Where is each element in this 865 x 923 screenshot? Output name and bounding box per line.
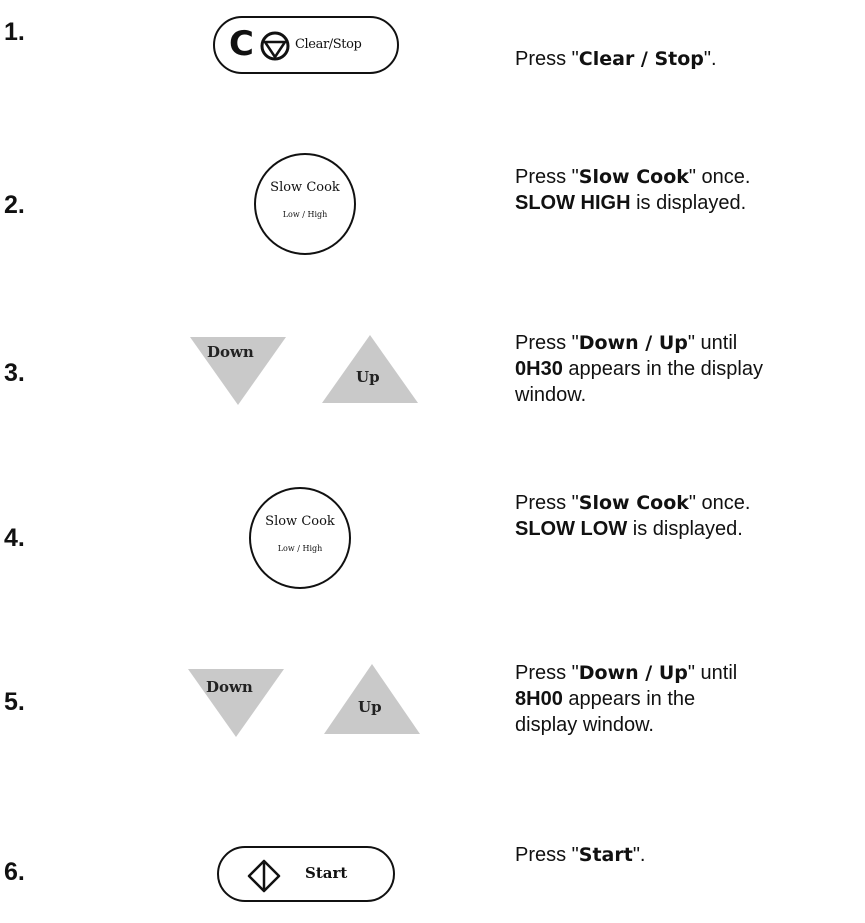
low-high-label: Low / High (282, 210, 328, 219)
slow-cook-button[interactable] (249, 487, 351, 589)
step-2-number: 2. (4, 191, 25, 219)
start-button[interactable] (217, 846, 395, 902)
step-2-text: Press "Slow Cook" once. SLOW HIGH is displayed. (515, 166, 751, 214)
slow-cook-label: Slow Cook (265, 514, 335, 529)
step-6-number: 6. (4, 858, 25, 886)
down-button-label: Down (206, 678, 253, 696)
step-1-number: 1. (4, 18, 25, 46)
slow-cook-label: Slow Cook (270, 180, 340, 195)
slow-cook-button[interactable] (254, 153, 356, 255)
step-6-text: Press "Start". (515, 844, 646, 866)
clear-letter: C (229, 24, 254, 64)
down-button-label: Down (207, 343, 254, 361)
up-button-label: Up (356, 368, 380, 386)
clear-stop-label: Clear/Stop (295, 37, 362, 52)
step-4-number: 4. (4, 524, 25, 552)
step-5-number: 5. (4, 688, 25, 716)
start-label: Start (305, 864, 348, 882)
start-icon (247, 859, 281, 898)
low-high-label: Low / High (277, 544, 323, 553)
up-button-label: Up (358, 698, 382, 716)
stop-icon (259, 30, 291, 67)
step-5-text: Press "Down / Up" until 8H00 appears in the display window. (515, 662, 738, 736)
step-3-number: 3. (4, 359, 25, 387)
step-1-text: Press "Clear / Stop". (515, 48, 717, 70)
clear-stop-button[interactable] (213, 16, 399, 74)
step-3-text: Press "Down / Up" until 0H30 appears in the display window. (515, 332, 763, 406)
step-4-text: Press "Slow Cook" once. SLOW LOW is displayed. (515, 492, 751, 540)
